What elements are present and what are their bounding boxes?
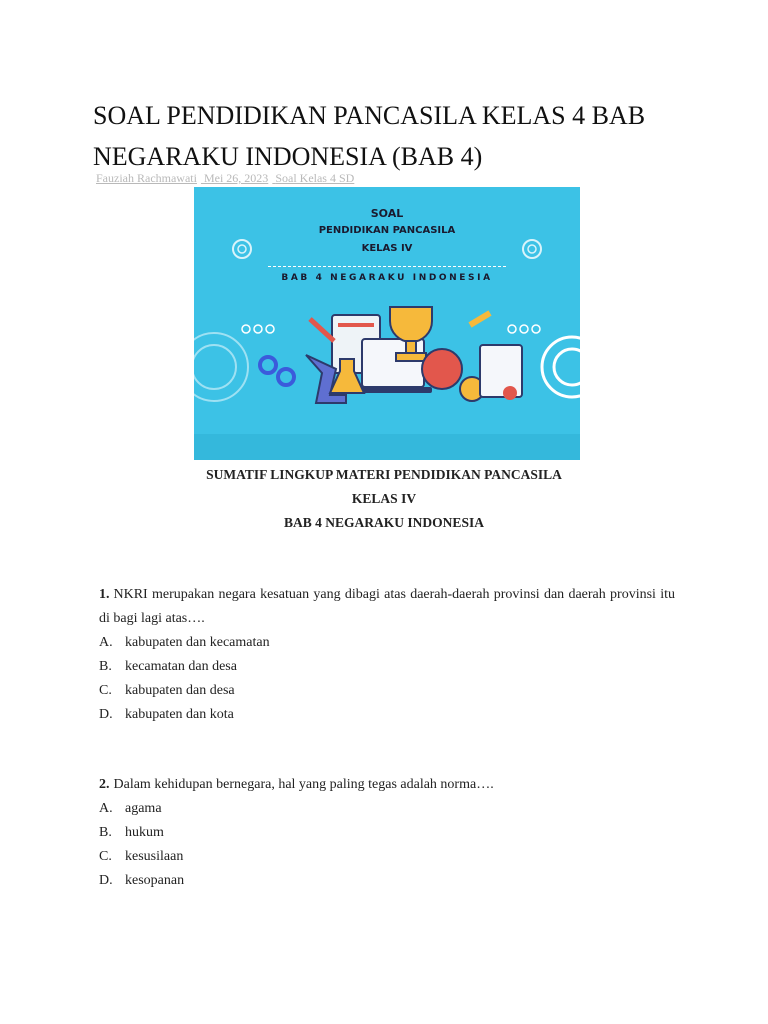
- option-letter: B.: [99, 659, 112, 674]
- option-text: kabupaten dan kota: [125, 707, 234, 722]
- option-letter: C.: [99, 683, 112, 698]
- option-text: kabupaten dan kecamatan: [125, 635, 270, 650]
- option-item: [99, 631, 675, 655]
- option-letter: D.: [99, 873, 113, 888]
- post-meta: [96, 171, 358, 186]
- option-text: kesopanan: [125, 873, 185, 888]
- option-text: kecamatan dan desa: [125, 659, 237, 674]
- question-1-number: 1.: [99, 587, 110, 602]
- option-letter: B.: [99, 825, 112, 840]
- page-title: SOAL PENDIDIKAN PANCASILA KELAS 4 BAB NEGARAKU INDONESIA (BAB 4): [93, 101, 646, 171]
- question-1: [99, 583, 675, 727]
- option-item: [99, 845, 675, 869]
- banner-line-3: KELAS IV: [361, 243, 413, 254]
- option-item: [99, 821, 675, 845]
- banner-subtitle: BAB 4 NEGARAKU INDONESIA: [281, 273, 493, 283]
- option-text: agama: [125, 801, 162, 816]
- option-text: hukum: [125, 825, 164, 840]
- banner-divider: [268, 266, 506, 267]
- option-letter: A.: [99, 801, 113, 816]
- option-letter: D.: [99, 707, 113, 722]
- section-heading-line-1: SUMATIF LINGKUP MATERI PENDIDIKAN PANCASILA: [206, 467, 562, 482]
- question-1-options: [99, 631, 675, 727]
- banner-line-2: PENDIDIKAN PANCASILA: [318, 225, 456, 236]
- option-item: [99, 869, 675, 893]
- option-letter: C.: [99, 849, 112, 864]
- date-link[interactable]: Mei 26, 2023: [203, 171, 269, 185]
- question-2: [99, 773, 675, 893]
- category-link[interactable]: Soal Kelas 4 SD: [275, 171, 355, 185]
- question-2-options: [99, 797, 675, 893]
- option-text: kabupaten dan desa: [125, 683, 235, 698]
- author-link[interactable]: Fauziah Rachmawati: [96, 171, 197, 185]
- question-2-number: 2.: [99, 777, 110, 792]
- option-letter: A.: [99, 635, 113, 650]
- option-item: [99, 703, 675, 727]
- banner-image: [194, 187, 580, 460]
- question-1-body: NKRI merupakan negara kesatuan yang dibagi atas daerah-daerah provinsi dan daerah provinsi itu di bagi lagi atas….: [99, 587, 675, 626]
- option-item: [99, 679, 675, 703]
- banner-footer-strip: [194, 434, 580, 460]
- question-2-body: Dalam kehidupan bernegara, hal yang paling tegas adalah norma….: [113, 777, 494, 792]
- question-1-text: [99, 583, 675, 631]
- question-2-text: [99, 773, 675, 797]
- option-item: [99, 797, 675, 821]
- option-item: [99, 655, 675, 679]
- banner-line-1: SOAL: [370, 207, 404, 220]
- section-heading-line-2: KELAS IV: [351, 491, 417, 506]
- section-heading-line-3: BAB 4 NEGARAKU INDONESIA: [284, 515, 484, 530]
- option-text: kesusilaan: [125, 849, 184, 864]
